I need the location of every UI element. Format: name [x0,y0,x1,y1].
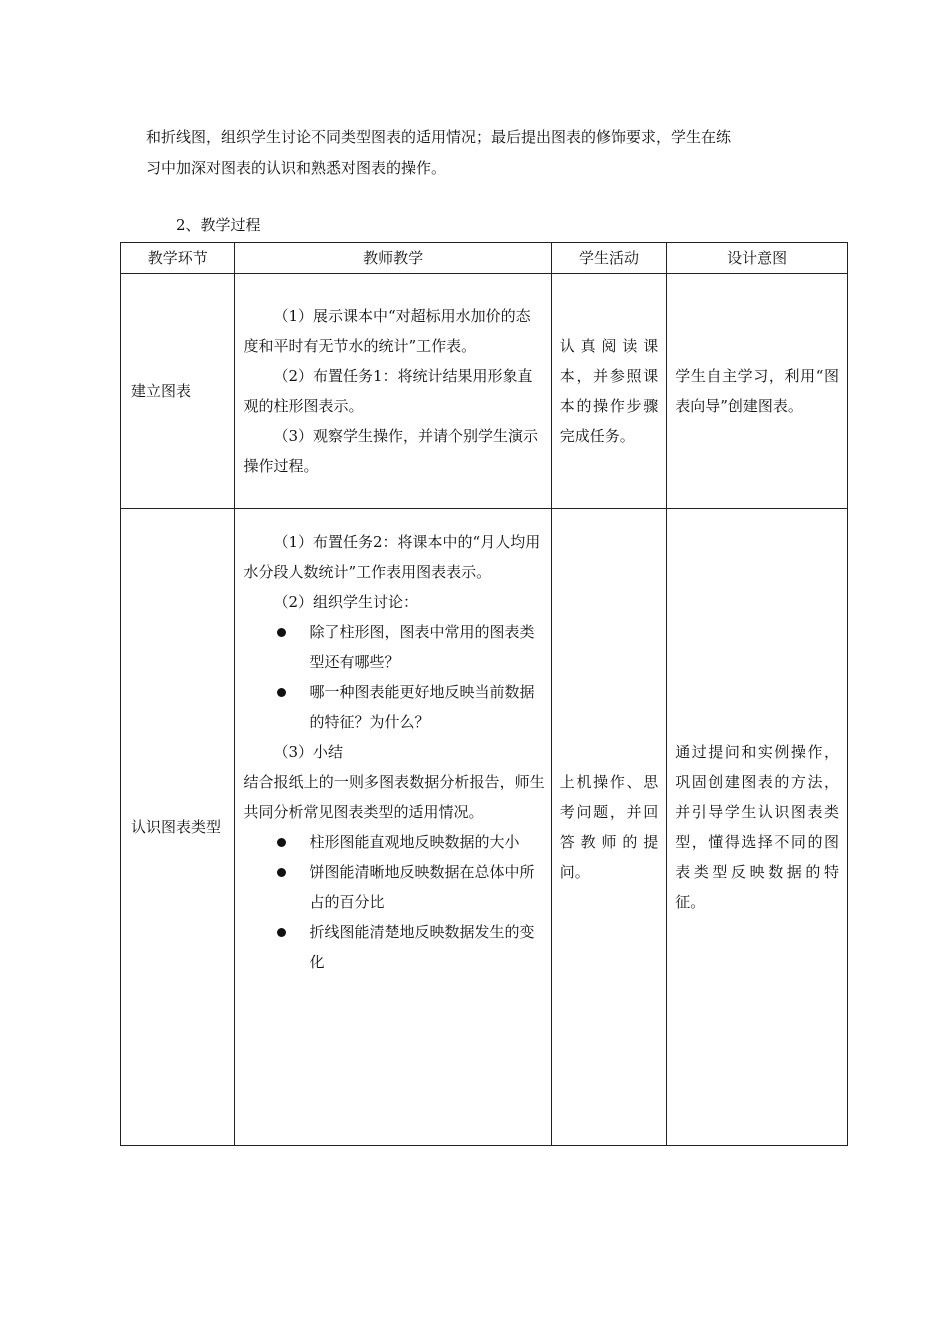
column-header: 教学环节 [121,243,235,274]
list-item [243,617,544,677]
summary-list [243,827,544,977]
table-header-row [121,243,848,274]
intro-line: 和折线图，组织学生讨论不同类型图表的适用情况；最后提出图表的修饰要求，学生在练 [146,128,732,146]
section-title: 2、教学过程 [176,216,261,234]
bullet-icon [277,928,286,937]
column-header: 学生活动 [551,243,666,274]
list-item [243,917,544,977]
table-row [121,274,848,509]
list-item [243,677,544,737]
list-item [243,827,544,857]
bullet-icon [277,868,286,877]
bullet-icon [277,628,286,637]
intro-line: 习中加深对图表的认识和熟悉对图表的操作。 [146,159,447,177]
summary-text: 结合报纸上的一则多图表数据分析报告，师生共同分析常见图表类型的适用情况。 [243,773,545,821]
list-item [243,857,544,917]
teacher-step: （2）组织学生讨论： [273,593,419,611]
student-activity-cell: 上机操作、思考问题，并回答教师的提问。 [551,509,666,1146]
bullet-icon [277,688,286,697]
column-header: 教师教学 [235,243,551,274]
stage-cell: 建立图表 [121,274,235,509]
column-header: 设计意图 [667,243,848,274]
list-item-text: 柱形图能直观地反映数据的大小 [309,833,520,851]
discussion-list [243,617,544,737]
list-item-text: 饼图能清晰地反映数据在总体中所占的百分比 [309,863,535,911]
teacher-step: （1）布置任务2：将课本中的“月人均用水分段人数统计”工作表用图表表示。 [243,533,541,581]
teacher-step: （3）小结 [273,743,344,761]
teacher-step: （3）观察学生操作，并请个别学生演示操作过程。 [243,427,539,475]
teacher-step: （1）展示课本中“对超标用水加价的态度和平时有无节水的统计”工作表。 [243,307,531,355]
design-intent-cell: 通过提问和实例操作，巩固创建图表的方法，并引导学生认识图表类型，懂得选择不同的图表类型反映数据的特征。 [667,509,848,1146]
list-item-text: 哪一种图表能更好地反映当前数据的特征？为什么？ [309,683,535,731]
teaching-process-table [120,242,848,1146]
list-item-text: 折线图能清楚地反映数据发生的变化 [309,923,535,971]
intro-paragraph [146,122,836,184]
design-intent-cell: 学生自主学习，利用“图表向导”创建图表。 [667,274,848,509]
teacher-cell [235,509,551,1146]
list-item-text: 除了柱形图，图表中常用的图表类型还有哪些？ [309,623,535,671]
student-activity-cell: 认真阅读课本，并参照课本的操作步骤完成任务。 [551,274,666,509]
stage-cell: 认识图表类型 [121,509,235,1146]
table-row [121,509,848,1146]
teacher-step: （2）布置任务1：将统计结果用形象直观的柱形图表示。 [243,367,533,415]
bullet-icon [277,838,286,847]
teacher-cell [235,274,551,509]
